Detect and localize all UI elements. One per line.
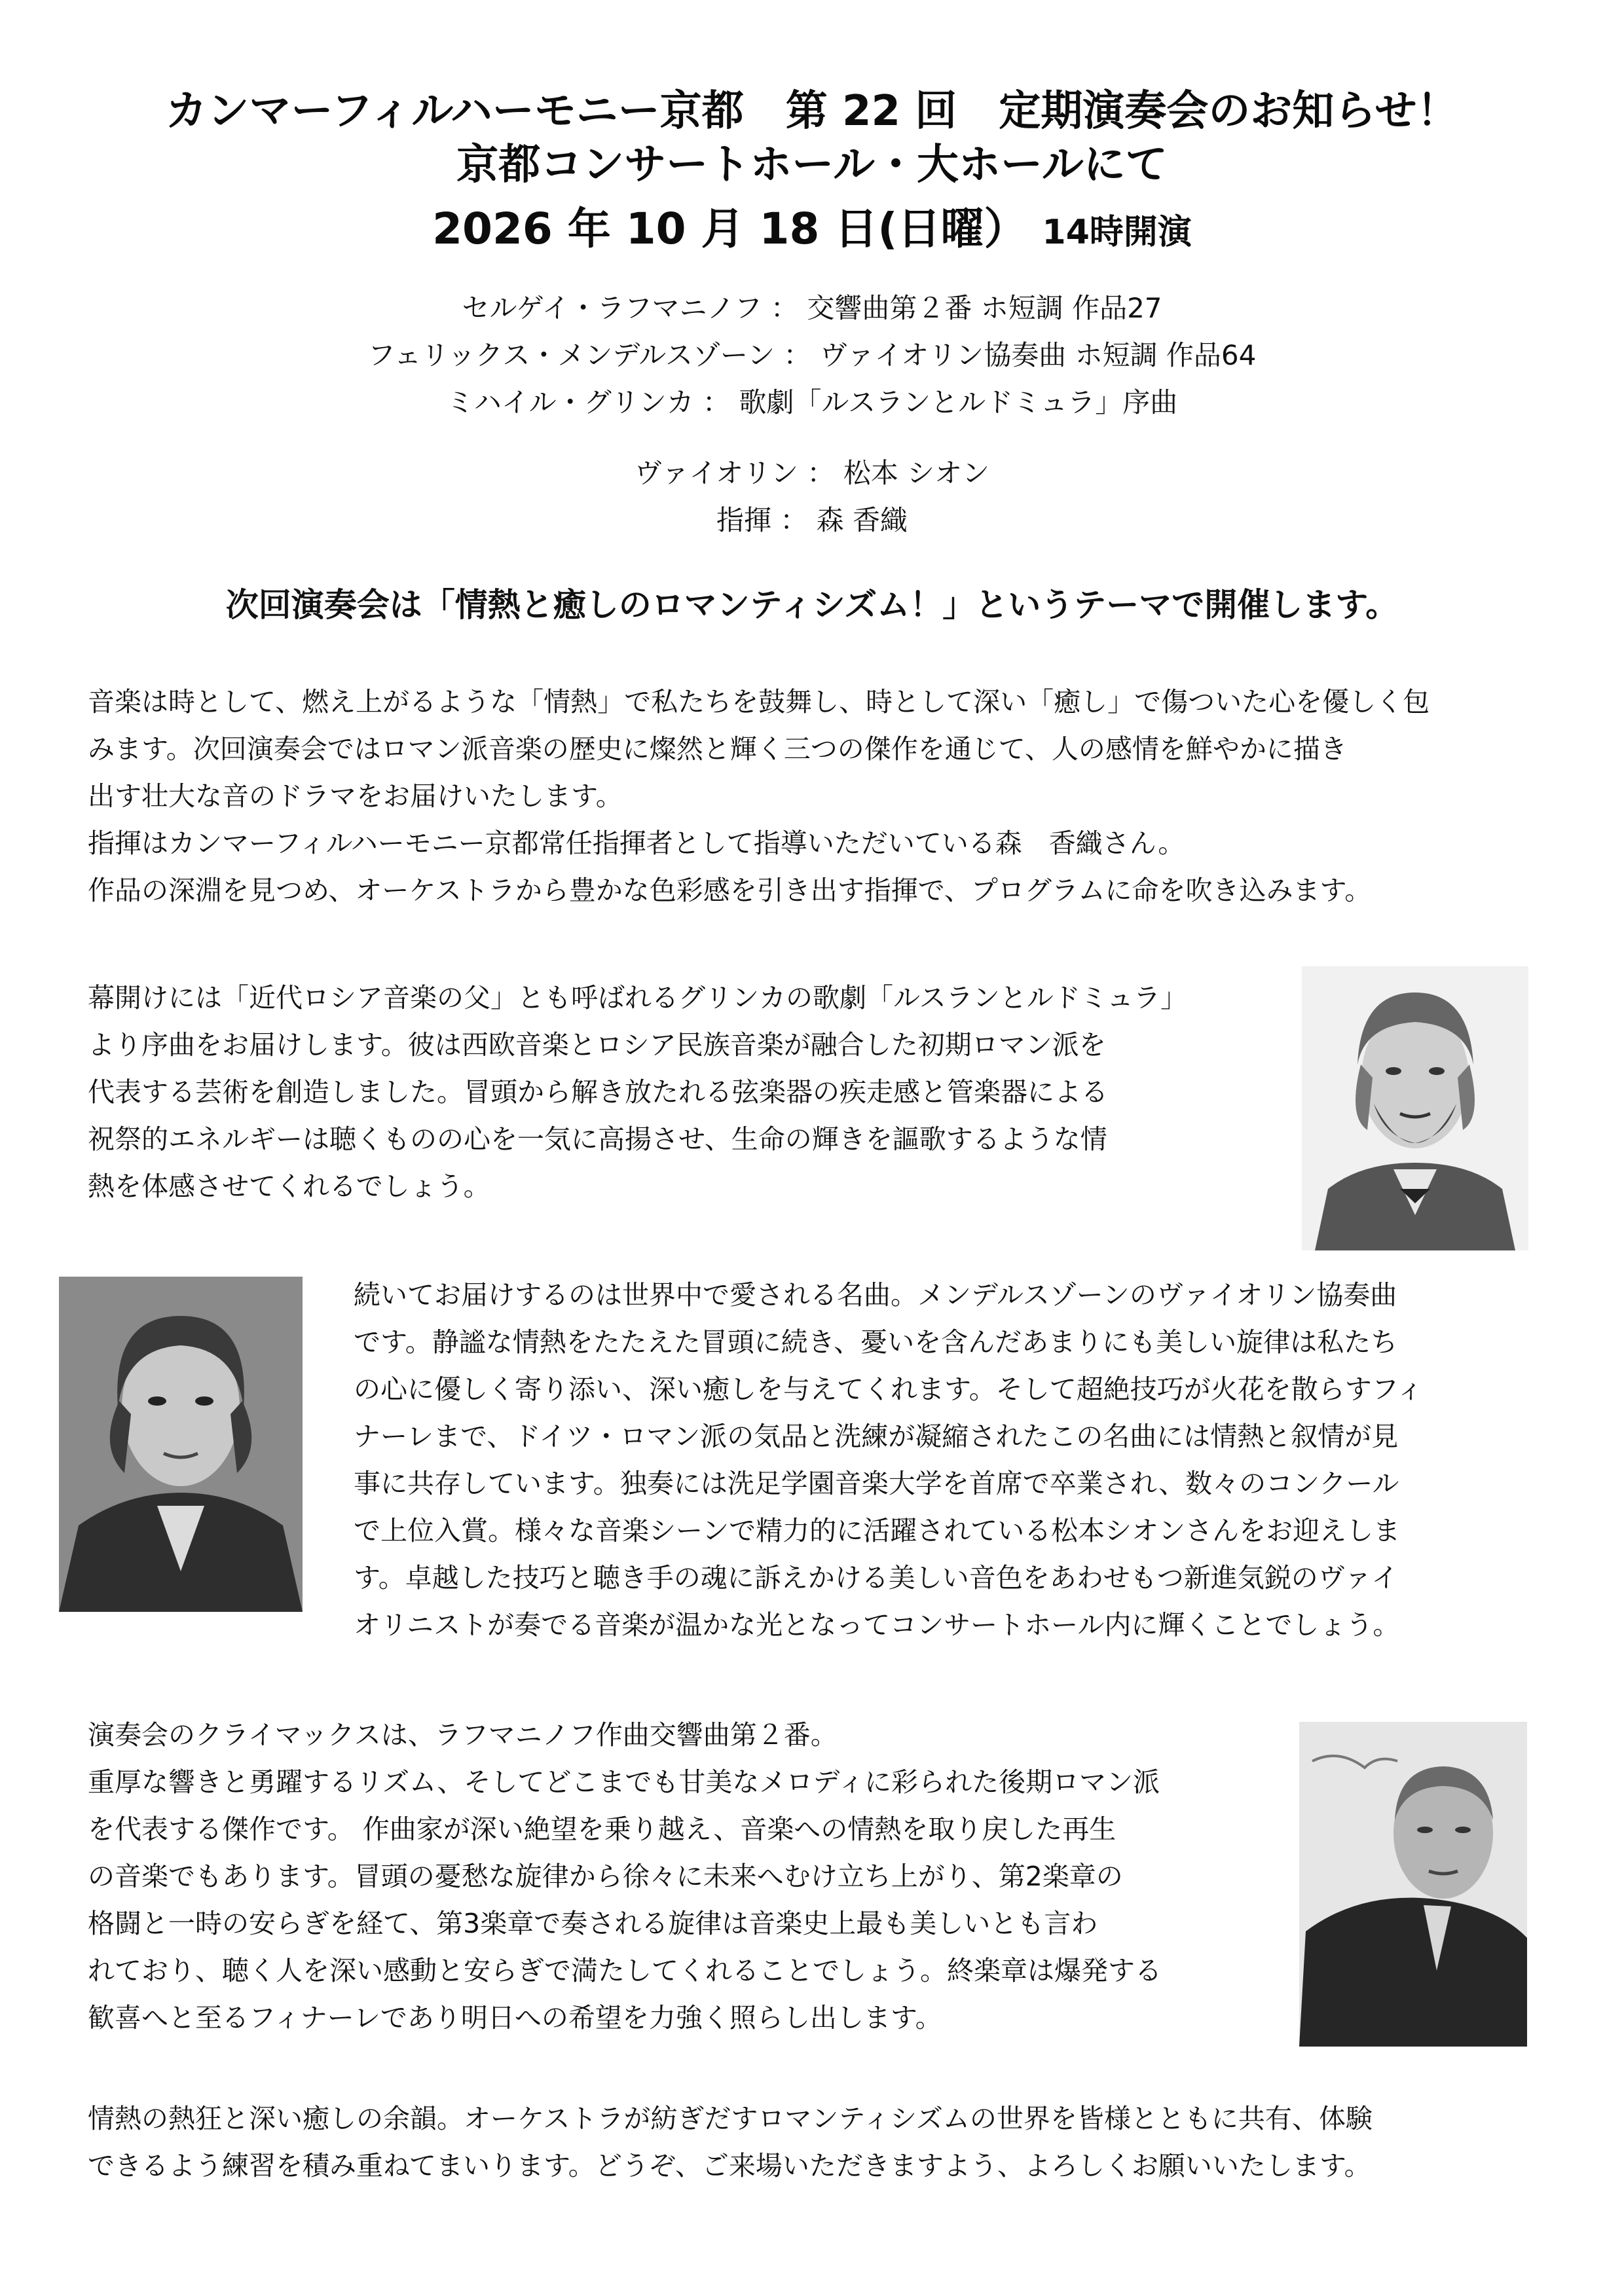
text-line: 歓喜へと至るフィナーレであり明日への希望を力強く照らし出します。 xyxy=(88,2002,942,2033)
text-line: 情熱の熱狂と深い癒しの余韻。オーケストラが紡ぎだすロマンティシズムの世界を皆様とともに共有、体験 xyxy=(88,2103,1373,2134)
mendelssohn-paragraph xyxy=(354,1271,1423,1649)
text-line: みます。次回演奏会ではロマン派音楽の歴史に燦然と輝く三つの傑作を通じて、人の感情を鮮やかに描き xyxy=(88,733,1347,765)
program-item-glinka: ミハイル・グリンカ ： 歌劇「ルスランとルドミュラ」序曲 xyxy=(446,386,1178,418)
text-line: 指揮はカンマーフィルハーモニー京都常任指揮者として指導いただいている森 香織さん。 xyxy=(88,828,1185,859)
mendelssohn-portrait xyxy=(59,1277,303,1612)
venue-line: 京都コンサートホール・大ホールにて xyxy=(456,141,1168,189)
program-item-rachmaninoff: セルゲイ・ラフマニノフ ： 交響曲第２番 ホ短調 作品27 xyxy=(462,292,1162,324)
text-line: 作品の深淵を見つめ、オーケストラから豊かな色彩感を引き出す指揮で、プログラムに命を吹き込みます。 xyxy=(88,875,1372,906)
flyer-title: カンマーフィルハーモニー京都 第 22 回 定期演奏会のお知らせ！ xyxy=(165,87,1459,136)
glinka-portrait xyxy=(1302,966,1528,1250)
text-line: 祝祭的エネルギーは聴くものの心を一気に高揚させ、生命の輝きを謳歌するような情 xyxy=(88,1123,1107,1155)
start-time: 14時開演 xyxy=(1042,213,1192,252)
text-line: れており、聴く人を深い感動と安らぎで満たしてくれることでしょう。終楽章は爆発する xyxy=(88,1955,1162,1986)
text-line: 重厚な響きと勇躍するリズム、そしてどこまでも甘美なメロディに彩られた後期ロマン派 xyxy=(88,1766,1160,1798)
text-line: の音楽でもあります。冒頭の憂愁な旋律から徐々に未来へむけ立ち上がり、第2楽章の xyxy=(88,1861,1123,1892)
text-line: 代表する芸術を創造しました。冒頭から解き放たれる弦楽器の疾走感と管楽器による xyxy=(88,1076,1108,1108)
intro-paragraph xyxy=(88,678,1430,914)
text-line: 幕開けには「近代ロシア音楽の父」とも呼ばれるグリンカの歌劇「ルスランとルドミュラ」 xyxy=(88,982,1187,1013)
performer-violin: ヴァイオリン ： 松本 シオン xyxy=(634,457,990,489)
text-line: オリニストが奏でる音楽が温かな光となってコンサートホール内に輝くことでしょう。 xyxy=(354,1609,1400,1641)
text-line: を代表する傑作です。 作曲家が深い絶望を乗り越え、音楽への情熱を取り戻した再生 xyxy=(88,1813,1116,1845)
closing-paragraph xyxy=(88,2095,1373,2189)
text-line: ナーレまで、ドイツ・ロマン派の気品と洗練が凝縮されたこの名曲には情熱と叙情が見 xyxy=(354,1421,1399,1452)
text-line: できるよう練習を積み重ねてまいります。どうぞ、ご来場いただきますよう、よろしくお願いいたします。 xyxy=(88,2150,1371,2181)
text-line: 熱を体感させてくれるでしょう。 xyxy=(88,1171,490,1202)
text-line: 音楽は時として、燃え上がるような「情熱」で私たちを鼓舞し、時として深い「癒し」で傷ついた心を優しく包 xyxy=(88,686,1430,718)
text-line: 事に共存しています。独奏には洗足学園音楽大学を首席で卒業され、数々のコンクール xyxy=(354,1468,1399,1499)
text-line: 続いてお届けするのは世界中で愛される名曲。メンデルスゾーンのヴァイオリン協奏曲 xyxy=(354,1279,1397,1311)
text-line: の心に優しく寄り添い、深い癒しを与えてくれます。そして超絶技巧が火花を散らすフィ xyxy=(354,1374,1424,1405)
program-item-mendelssohn: フェリックス・メンデルスゾーン ： ヴァイオリン協奏曲 ホ短調 作品64 xyxy=(367,339,1257,371)
text-line: より序曲をお届けします。彼は西欧音楽とロシア民族音楽が融合した初期ロマン派を xyxy=(88,1029,1106,1061)
text-line: す。卓越した技巧と聴き手の魂に訴えかける美しい音色をあわせもつ新進気鋭のヴァイ xyxy=(354,1562,1399,1594)
performer-conductor: 指揮 ： 森 香織 xyxy=(716,504,908,536)
glinka-paragraph xyxy=(88,974,1187,1210)
date-line xyxy=(0,194,1624,256)
text-line: で上位入賞。様々な音楽シーンで精力的に活躍されている松本シオンさんをお迎えしま xyxy=(354,1515,1401,1546)
concert-date: 2026 年 10 月 18 日(日曜） xyxy=(432,204,1027,254)
text-line: 出す壮大な音のドラマをお届けいたします。 xyxy=(88,780,623,812)
text-line: です。静謐な情熱をたたえた冒頭に続き、憂いを含んだあまりにも美しい旋律は私たち xyxy=(354,1326,1398,1358)
rachmaninoff-paragraph xyxy=(88,1711,1162,2041)
rachmaninoff-portrait xyxy=(1299,1722,1527,2047)
text-line: 演奏会のクライマックスは、ラフマニノフ作曲交響曲第２番。 xyxy=(88,1719,838,1751)
concert-theme: 次回演奏会は「情熱と癒しのロマンティシズム！」というテーマで開催します。 xyxy=(225,586,1399,624)
text-line: 格闘と一時の安らぎを経て、第3楽章で奏される旋律は音楽史上最も美しいとも言わ xyxy=(88,1908,1098,1939)
